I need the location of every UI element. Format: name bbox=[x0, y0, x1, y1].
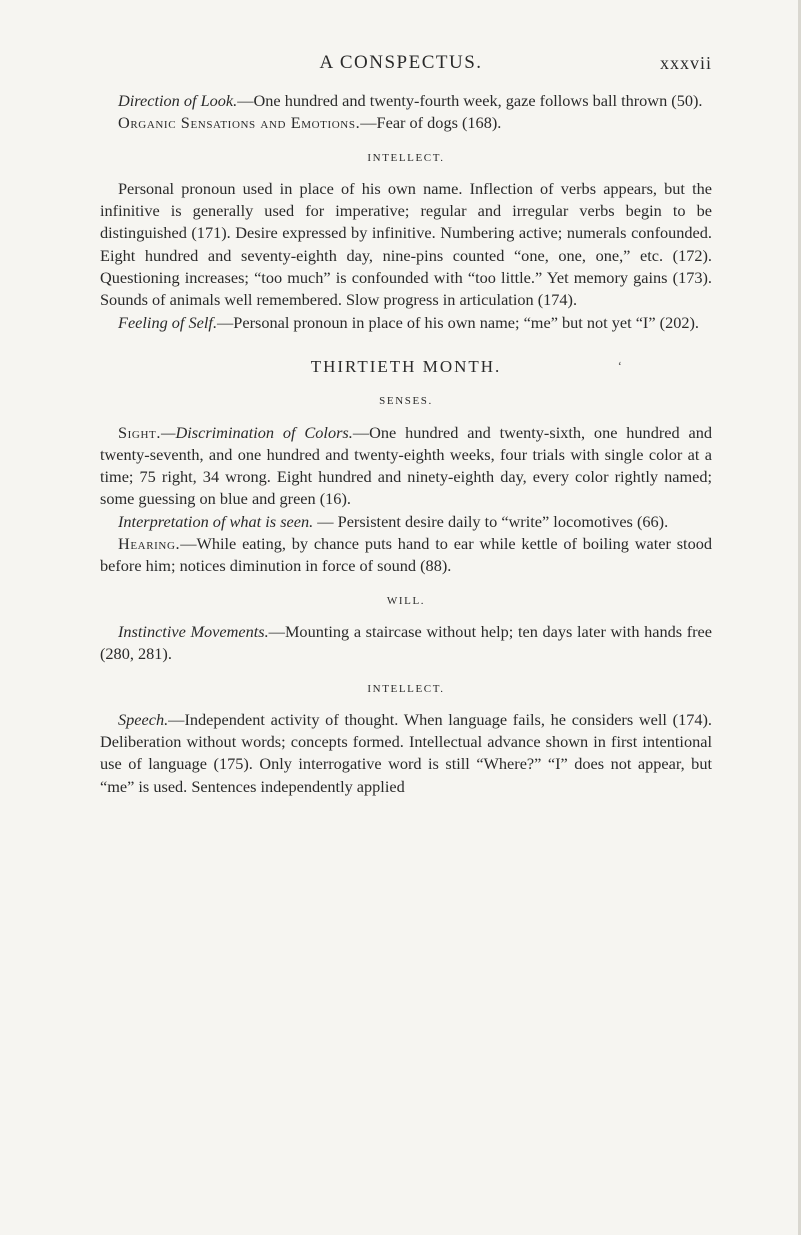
paragraph-direction-of-look bbox=[100, 90, 712, 112]
paragraph-instinctive-movements bbox=[100, 621, 712, 666]
paragraph-lead: Organic Sensations and Emotions. bbox=[118, 113, 361, 133]
paragraph-lead: Speech. bbox=[118, 709, 169, 729]
stray-mark: ‘ bbox=[617, 357, 624, 373]
page-number: xxxvii bbox=[659, 53, 712, 73]
paragraph-subhead: —Discrimination of Colors. bbox=[161, 422, 353, 442]
paragraph-lead: Sight. bbox=[118, 422, 161, 442]
paragraph-feeling-of-self bbox=[100, 312, 712, 334]
paragraph-text: —One hundred and twenty-sixth, one hundred and twenty-seventh, and one hundred and twenty-eighth weeks, four trials with single color at a time; 75 right, 34 wrong. Eight hundred and ninety-eighth day, every color rightly named; some guessing on blue and green (16). bbox=[100, 422, 712, 509]
paragraph-text: —Mounting a staircase without help; ten days later with hands free (280, 281). bbox=[100, 621, 713, 664]
paragraph-text: —Fear of dogs (168). bbox=[360, 113, 502, 133]
page-header bbox=[90, 52, 712, 80]
paragraph-text: —Independent activity of thought. When language fails, he considers well (174). Deliberation without words; concepts formed. Intellectual advance shown in first intentional use of language (175). Only interrogative word is still “Where?” “I” does not appear, but “me” is used. Sentences independently applied bbox=[100, 709, 712, 796]
paragraph-text: —One hundred and twenty-fourth week, gaze follows ball thrown (50). bbox=[237, 91, 703, 110]
paragraph-organic-sensations bbox=[100, 112, 712, 134]
page-body bbox=[100, 90, 712, 798]
paragraph-lead: Direction of Look. bbox=[118, 91, 238, 110]
paragraph-interpretation bbox=[100, 511, 712, 533]
paragraph-sight bbox=[100, 422, 712, 511]
paragraph-speech bbox=[100, 709, 712, 798]
paragraph-text: — Persistent desire daily to “write” locomotives (66). bbox=[313, 511, 669, 531]
month-title: THIRTIETH MONTH. bbox=[310, 356, 502, 376]
running-title: A CONSPECTUS. bbox=[319, 52, 483, 73]
paragraph-text: —Personal pronoun in place of his own name; “me” but not yet “I” (202). bbox=[217, 312, 699, 332]
month-heading bbox=[100, 356, 712, 378]
paragraph-lead: Hearing. bbox=[118, 534, 181, 554]
section-heading-senses: SENSES. bbox=[379, 395, 433, 408]
section-heading-intellect-2: INTELLECT. bbox=[367, 682, 445, 695]
paragraph-lead: Feeling of Self. bbox=[118, 312, 218, 332]
paragraph-text: —While eating, by chance puts hand to ear while kettle of boiling water stood before him; notices diminution in force of sound (88). bbox=[100, 534, 712, 576]
paragraph-lead: Instinctive Movements. bbox=[118, 621, 269, 641]
paragraph-lead: Interpretation of what is seen. bbox=[118, 511, 314, 531]
section-heading-intellect: INTELLECT. bbox=[367, 151, 445, 164]
paragraph-hearing bbox=[100, 533, 712, 578]
section-heading-will: WILL. bbox=[386, 594, 426, 607]
paragraph-intellect: Personal pronoun used in place of his own name. Inflection of verbs appears, but the infinitive is generally used for imperative; regular and irregular verbs begin to be distinguished (171). Desire expressed by infinitive. Numbering active; numerals confounded. Eight hundred and seventy-eighth day, nine-pins counted “one, one, one,” etc. (172). Questioning increases; “too much” is confounded with “too little.” Yet memory gains (173). Sounds of animals well remembered. Slow progress in articulation (174). bbox=[100, 178, 712, 310]
